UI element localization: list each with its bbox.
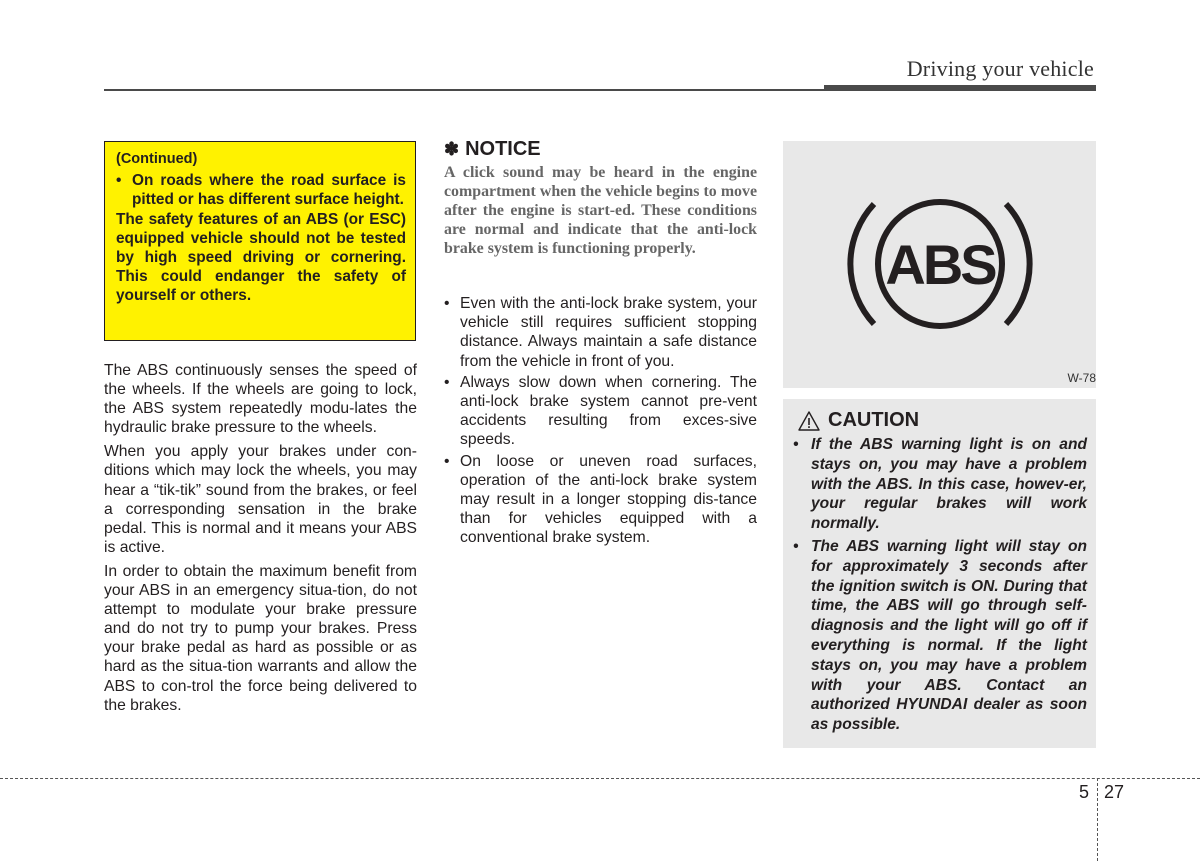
caution-item [792,537,1087,735]
paragraph: The ABS continuously senses the speed of the wheels. If the wheels are going to lock, the ABS system repeatedly modu-lates the hydraulic brake pressure to the wheels. [104,362,417,437]
continued-label: (Continued) [116,151,198,167]
list-item [444,452,757,548]
page-number: 27 [1104,782,1125,802]
caution-item-text: The ABS warning light will stay on for approximately 3 seconds after the ignition switch is ON. During that time, the ABS will go through self-diagnosis and the light will go off if everything is normal. If the light stays on, you may have a problem with your ABS. Contact an authorized HYUNDAI dealer as soon as possible. [811,537,1087,734]
notice-star-icon: ✽ [444,139,460,159]
abs-icon-label: ABS [885,233,995,296]
bullet-dot: • [793,436,799,453]
warning-bullet-text: On roads where the road surface is pitted or has different surface height. [132,172,406,209]
notice-title: NOTICE [465,138,541,160]
notice-heading [444,138,541,161]
header-rule-accent [824,85,1096,91]
warning-paragraph: The safety features of an ABS (or ESC) equipped vehicle should not be tested by high speed driving or cornering. This could endanger the safety of yourself or others. [116,210,406,305]
bullet-dot: • [793,537,799,555]
abs-tips-list [444,294,757,550]
section-number: 5 [1079,782,1090,802]
bullet-dot: • [116,172,122,190]
bullet-dot: • [444,452,450,470]
notice-body: A click sound may be heard in the engine compartment when the vehicle begins to move after the engine is start-ed. These conditions are normal and indicate that the anti-lock brake system is functioning properly. [444,164,757,257]
footer-divider [1097,778,1098,861]
list-item-text: Even with the anti-lock brake system, your vehicle still requires sufficient stopping distance. Always maintain a safe distance from the vehicle in front of you. [460,295,757,370]
list-item-text: On loose or uneven road surfaces, operation of the anti-lock brake system may result in a longer stopping dis-tance than for vehicles equipped with a conventional brake system. [460,452,757,547]
caution-box [783,399,1096,748]
list-item [444,373,757,450]
bullet-dot: • [444,295,450,312]
paragraph: When you apply your brakes under con-ditions which may lock the wheels, you may hear a “tik-tik” sound from the brakes, or feel a corresponding sensation in the brake pedal. This is normal and it means your ABS is active. [104,443,417,556]
figure-code: W-78 [1067,371,1096,385]
caution-heading [798,409,1087,432]
warning-bullet [116,171,406,209]
warning-triangle-icon [798,411,820,431]
page-header-title: Driving your vehicle [906,56,1094,81]
footer-rule [0,778,1200,779]
paragraph: In order to obtain the maximum benefit from your ABS in an emergency situa-tion, do not attempt to modulate your brake pressure and do not try to pump your brakes. Press your brake pedal as hard as possible or as hard as the situa-tion warrants and allow the ABS to con-trol the force being delivered to the brakes. [104,562,417,714]
abs-warning-icon [783,141,1096,388]
bullet-dot: • [444,373,450,391]
abs-description-column [104,361,417,720]
caution-item [792,435,1087,534]
caution-item-text: If the ABS warning light is on and stays on, you may have a problem with the ABS. In this case, howev-er, your regular brakes will work normally. [811,436,1087,533]
continued-warning-box [104,141,416,341]
list-item [444,294,757,371]
header-rule [104,89,824,91]
caution-title: CAUTION [828,409,920,431]
list-item-text: Always slow down when cornering. The anti-lock brake system cannot pre-vent accidents resulting from exces-sive speeds. [460,373,757,449]
abs-warning-light-figure [783,141,1096,388]
